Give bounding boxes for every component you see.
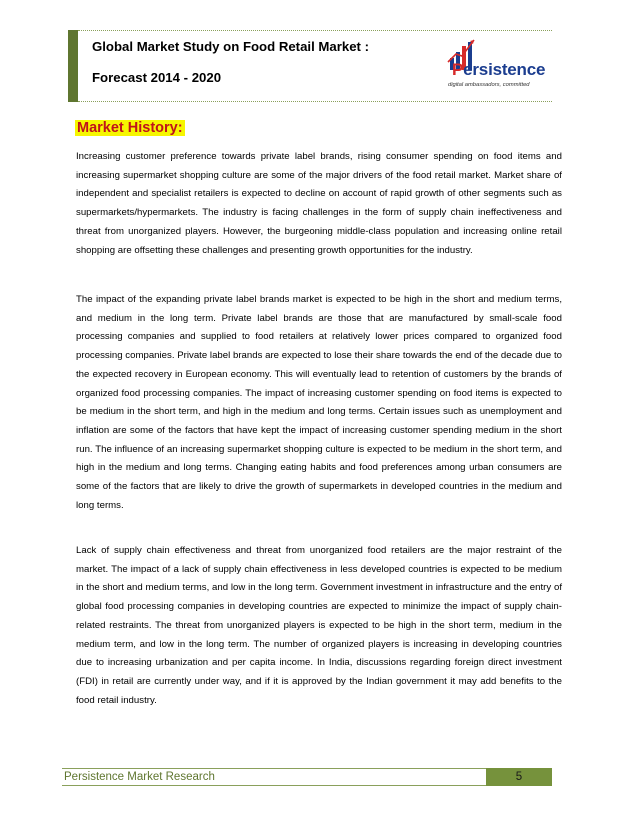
logo-wordmark: [452, 60, 545, 80]
report-title: [92, 30, 422, 102]
logo-tagline: digital ambassadors, committed: [448, 82, 530, 88]
company-logo: [438, 36, 546, 98]
header-accent-bar: [68, 30, 78, 102]
report-title-line1: Global Market Study on Food Retail Market :: [92, 39, 369, 54]
body-paragraph: Lack of supply chain effectiveness and threat from unorganized food retailers are the major restraint of the market. The impact of a lack of supply chain effectiveness in less developed countries is expected to be medium in the short and medium terms, and low in the long term. Government investment in infrastructure and the entry of global food processing companies in developing countries are expected to minimize the impact of supply chain-related restraints. The threat from unorganized players is expected to be high in the short term, medium in the medium term, and low in the long term. The number of organized players is increasing in developing countries due to increasing urbanization and per capita income. In India, discussions regarding foreign direct investment (FDI) in retail are currently under way, and if it is approved by the Indian government it may add benefits to the food retail industry.: [76, 545, 562, 706]
footer-bottom-rule: [62, 785, 552, 786]
report-title-line2: Forecast 2014 - 2020: [92, 70, 222, 85]
footer-top-rule: [62, 768, 552, 769]
section-heading: Market History:: [77, 120, 183, 136]
logo-wordmark-rest: ersistence: [463, 60, 546, 79]
page-number: 5: [486, 768, 552, 786]
logo-wordmark-first-letter: P: [452, 60, 464, 79]
body-paragraph: Increasing customer preference towards private label brands, rising consumer spending on food items and increasing supermarket shopping culture are some of the major drivers of the food retail market. Market share of independent and specialist retailers is expected to decline on account of rapid growth of other segments such as supermarkets/hypermarkets. The industry is facing challenges in the form of supply chain ineffectiveness and threat from unorganized players. However, the burgeoning middle-class population and increasing online retail shopping are offsetting these challenges and presenting growth opportunities for the industry.: [76, 151, 562, 256]
footer-company-name: Persistence Market Research: [64, 771, 215, 783]
body-paragraph: The impact of the expanding private label brands market is expected to be high in the short and medium terms, and medium in the long term. Private label brands are those that are manufactured by small-scale food processing companies and supplied to food retailers at relatively lower prices compared to organized food processing companies. Private label brands are expected to lose their share towards the end of the decade due to the expected recovery in European economy. This will eventually lead to retention of customers by the brands of organized food processing companies. The impact of increasing customer spending on food items is expected to be medium in the short term, and high in the medium and long terms. Certain issues such as unemployment and inflation are some of the factors that have kept the impact of increasing customer spending medium in the short run. The influence of an increasing supermarket shopping culture is expected to be medium in the short term, and high in the medium and long terms. Changing eating habits and food preferences among urban consumers are some of the factors that are likely to drive the growth of supermarkets in developed countries in the medium and long terms.: [76, 294, 562, 511]
